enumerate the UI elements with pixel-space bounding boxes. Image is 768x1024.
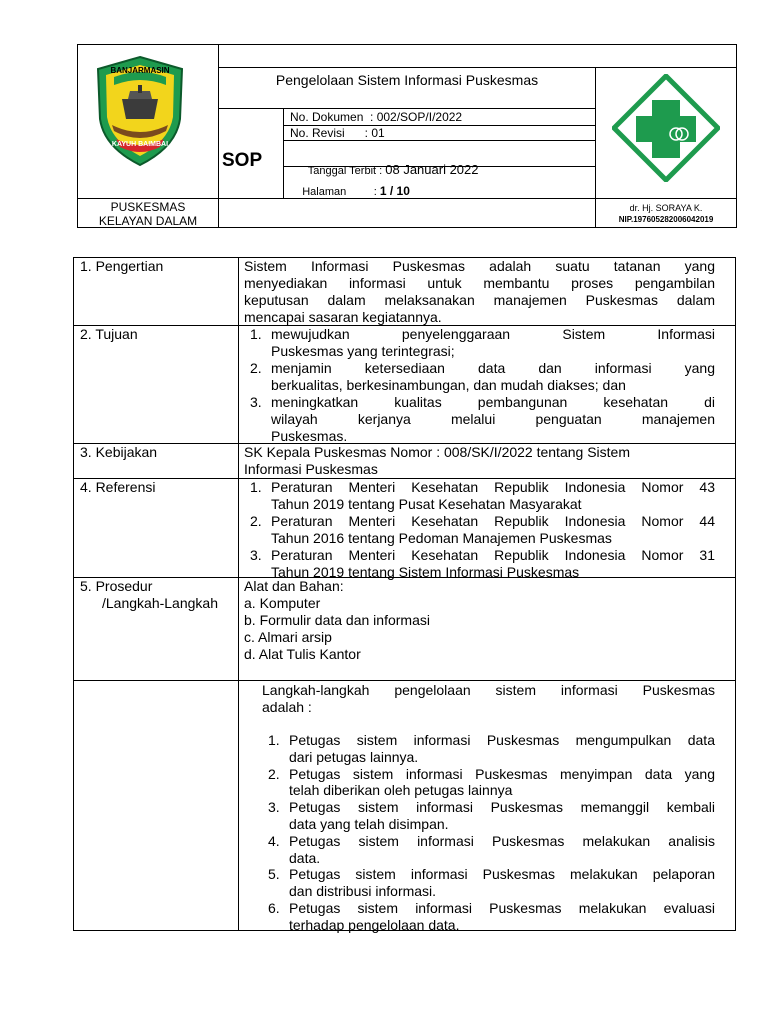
list-item: 1. Peraturan Menteri Kesehatan Republik Indonesia Nomor 43 Tahun 2019 tentang Pusat Kesehatan Masyarakat [250, 479, 715, 512]
list-item: 2. menjamin ketersediaan data dan informasi yang berkualitas, berkesinambungan, dan mudah diakses; dan [250, 360, 715, 393]
kebijakan-line-1: SK Kepala Puskesmas Nomor : 008/SK/I/2022 tentang Sistem [244, 444, 630, 460]
page-label: Halaman : [302, 186, 380, 198]
pengertian-line-4: mencapai sasaran kegiatannya. [244, 309, 442, 325]
page-row [290, 172, 410, 210]
list-item: 3. Petugas sistem informasi Puskesmas memanggil kembali data yang telah disimpan. [268, 799, 715, 832]
kebijakan-line-2: Informasi Puskesmas [244, 461, 378, 477]
signer-nip: NIP.197605282006042019 [618, 215, 714, 224]
pengertian-text [244, 258, 715, 326]
langkah-intro-line-2: adalah : [262, 699, 312, 715]
signer-name: dr. Hj. SORAYA K. [629, 203, 703, 213]
tool-item: c. Almari arsip [244, 629, 332, 645]
label-prosedur-line1: 5. Prosedur [80, 578, 153, 594]
puskesmas-logo [612, 74, 720, 182]
tool-item: d. Alat Tulis Kantor [244, 646, 361, 662]
list-item: 3. Peraturan Menteri Kesehatan Republik Indonesia Nomor 31 Tahun 2019 tentang Sistem Informasi Puskesmas [250, 547, 715, 580]
label-referensi: 4. Referensi [80, 479, 156, 495]
alat-bahan-title: Alat dan Bahan: [244, 578, 344, 594]
crest-city-text: BANJARMASIN [110, 66, 170, 75]
banjarmasin-crest-logo [94, 55, 186, 167]
pengertian-line-3: keputusan dalam melaksanakan manajemen Puskesmas dalam [244, 292, 715, 308]
langkah-intro [262, 682, 715, 716]
label-kebijakan: 3. Kebijakan [80, 444, 158, 460]
org-name-line2: KELAYAN DALAM [98, 214, 198, 228]
document-title: Pengelolaan Sistem Informasi Puskesmas [275, 72, 539, 88]
page-value: 1 / 10 [379, 184, 410, 198]
issue-date-value: 08 Januari 2022 [385, 162, 479, 177]
label-pengertian: 1. Pengertian [80, 258, 164, 274]
revision-number: No. Revisi : 01 [290, 126, 385, 140]
referensi-list [244, 479, 715, 581]
tujuan-list [244, 326, 715, 445]
list-item: 6. Petugas sistem informasi Puskesmas melakukan evaluasi terhadap pengelolaan data. [268, 899, 715, 933]
crest-motto-text: KAYUH BAIMBAI [111, 141, 169, 148]
label-prosedur-line2: /Langkah-Langkah [102, 595, 218, 611]
list-item: 1. Petugas sistem informasi Puskesmas mengumpulkan data dari petugas lainnya. [268, 732, 715, 765]
list-item: 1. mewujudkan penyelenggaraan Sistem Informasi Puskesmas yang terintegrasi; [250, 326, 715, 359]
list-item: 4. Petugas sistem informasi Puskesmas melakukan analisis data. [268, 832, 715, 866]
label-tujuan: 2. Tujuan [80, 326, 138, 342]
list-item: 2. Petugas sistem informasi Puskesmas menyimpan data yang telah diberikan oleh petugas lainnya [268, 765, 715, 799]
pengertian-line-2: menyediakan informasi untuk membantu proses pengambilan [244, 275, 715, 291]
label-prosedur [80, 578, 218, 612]
org-name-line1: PUSKESMAS [110, 200, 186, 214]
tool-item: b. Formulir data dan informasi [244, 612, 430, 628]
signer-block [596, 202, 736, 226]
list-item: 5. Petugas sistem informasi Puskesmas melakukan pelaporan dan distribusi informasi. [268, 866, 715, 900]
pengertian-line-1: Sistem Informasi Puskesmas adalah suatu tatanan yang [244, 258, 715, 274]
langkah-intro-line-1: Langkah-langkah pengelolaan sistem informasi Puskesmas [262, 682, 715, 698]
list-item: 3. meningkatkan kualitas pembangunan kesehatan di wilayah kerjanya melalui penguatan manajemen Puskesmas. [250, 394, 715, 444]
org-name [78, 200, 218, 228]
tool-item: a. Komputer [244, 595, 321, 611]
doc-number: No. Dokumen : 002/SOP/I/2022 [290, 110, 463, 124]
kebijakan-text [244, 444, 715, 478]
list-item: 2. Peraturan Menteri Kesehatan Republik Indonesia Nomor 44 Tahun 2016 tentang Pedoman Manajemen Puskesmas [250, 513, 715, 546]
langkah-list [262, 732, 715, 934]
issue-date-label: Tanggal Terbit : [307, 165, 386, 177]
alat-bahan [244, 578, 715, 663]
sop-label: SOP [222, 150, 263, 171]
